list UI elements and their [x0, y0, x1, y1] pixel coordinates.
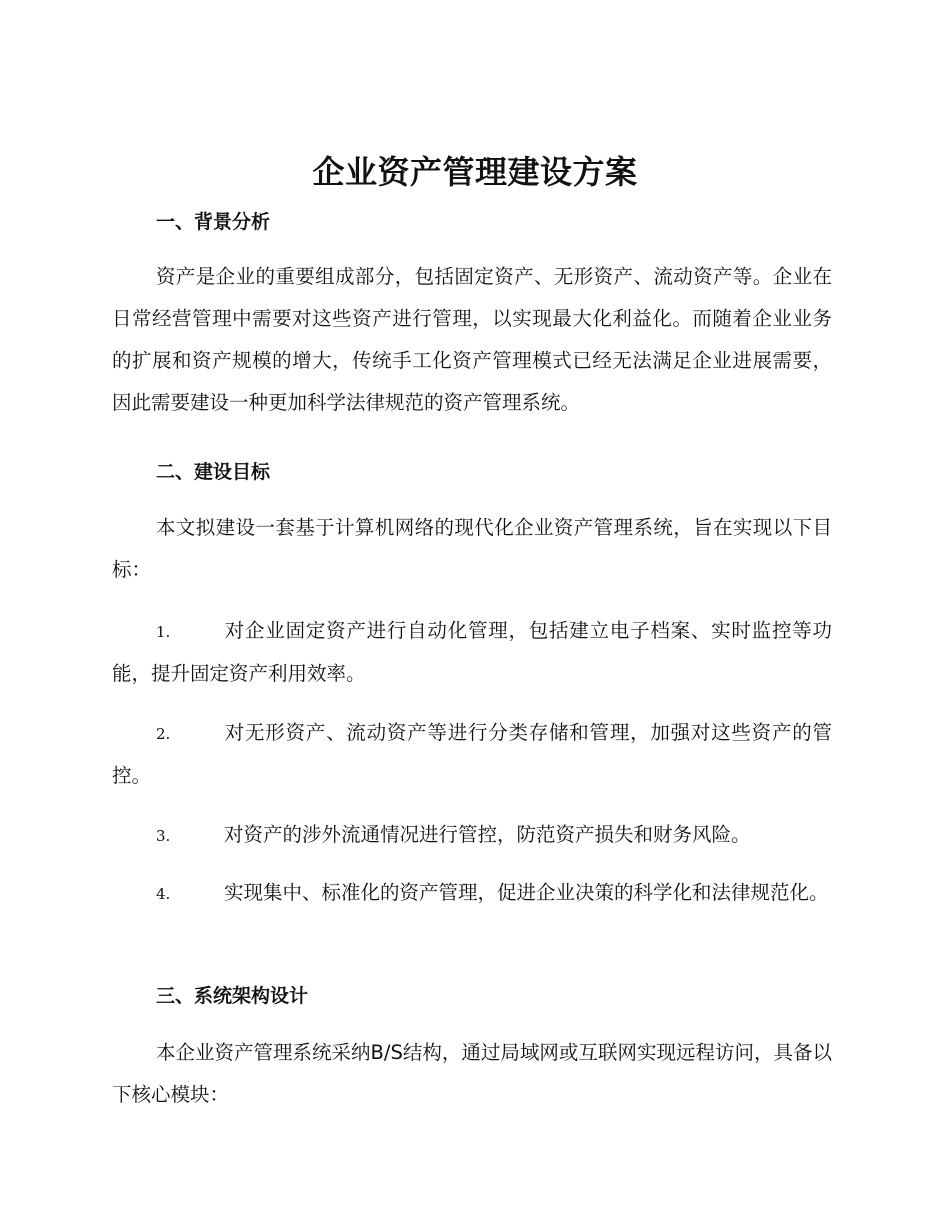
section-heading-goals: 二、建设目标 [156, 461, 271, 483]
document-title: 企业资产管理建设方案 [312, 153, 638, 191]
list-item-text: 实现集中、标准化的资产管理，促进企业决策的科学化和法律规范化。 [224, 881, 829, 904]
list-item-text: 对资产的涉外流通情况进行管控，防范资产损失和财务风险。 [224, 823, 751, 846]
section-heading-architecture: 三、系统架构设计 [156, 985, 309, 1007]
list-item-number: 4. [156, 885, 171, 903]
list-item-number: 3. [156, 827, 171, 845]
list-item [112, 610, 832, 695]
list-item-number: 1. [156, 623, 171, 641]
section-heading-background: 一、背景分析 [156, 211, 271, 233]
paragraph-goals-intro: 本文拟建设一套基于计算机网络的现代化企业资产管理系统，旨在实现以下目标： [112, 516, 832, 581]
list-item [112, 712, 832, 797]
list-item-text: 对无形资产、流动资产等进行分类存储和管理，加强对这些资产的管控。 [112, 721, 832, 787]
list-item-text: 对企业固定资产进行自动化管理，包括建立电子档案、实时监控等功能，提升固定资产利用效率。 [112, 619, 832, 685]
paragraph-background: 资产是企业的重要组成部分，包括固定资产、无形资产、流动资产等。企业在日常经营管理中需要对这些资产进行管理，以实现最大化利益化。而随着企业业务的扩展和资产规模的增大，传统手工化资产管理模式已经无法满足企业进展需要，因此需要建设一种更加科学法律规范的资产管理系统。 [112, 265, 832, 414]
list-item [112, 814, 832, 857]
paragraph-architecture: 本企业资产管理系统采纳B/S结构，通过局域网或互联网实现远程访问，具备以下核心模块： [112, 1041, 832, 1106]
list-item [112, 872, 832, 915]
list-item-number: 2. [156, 725, 171, 743]
